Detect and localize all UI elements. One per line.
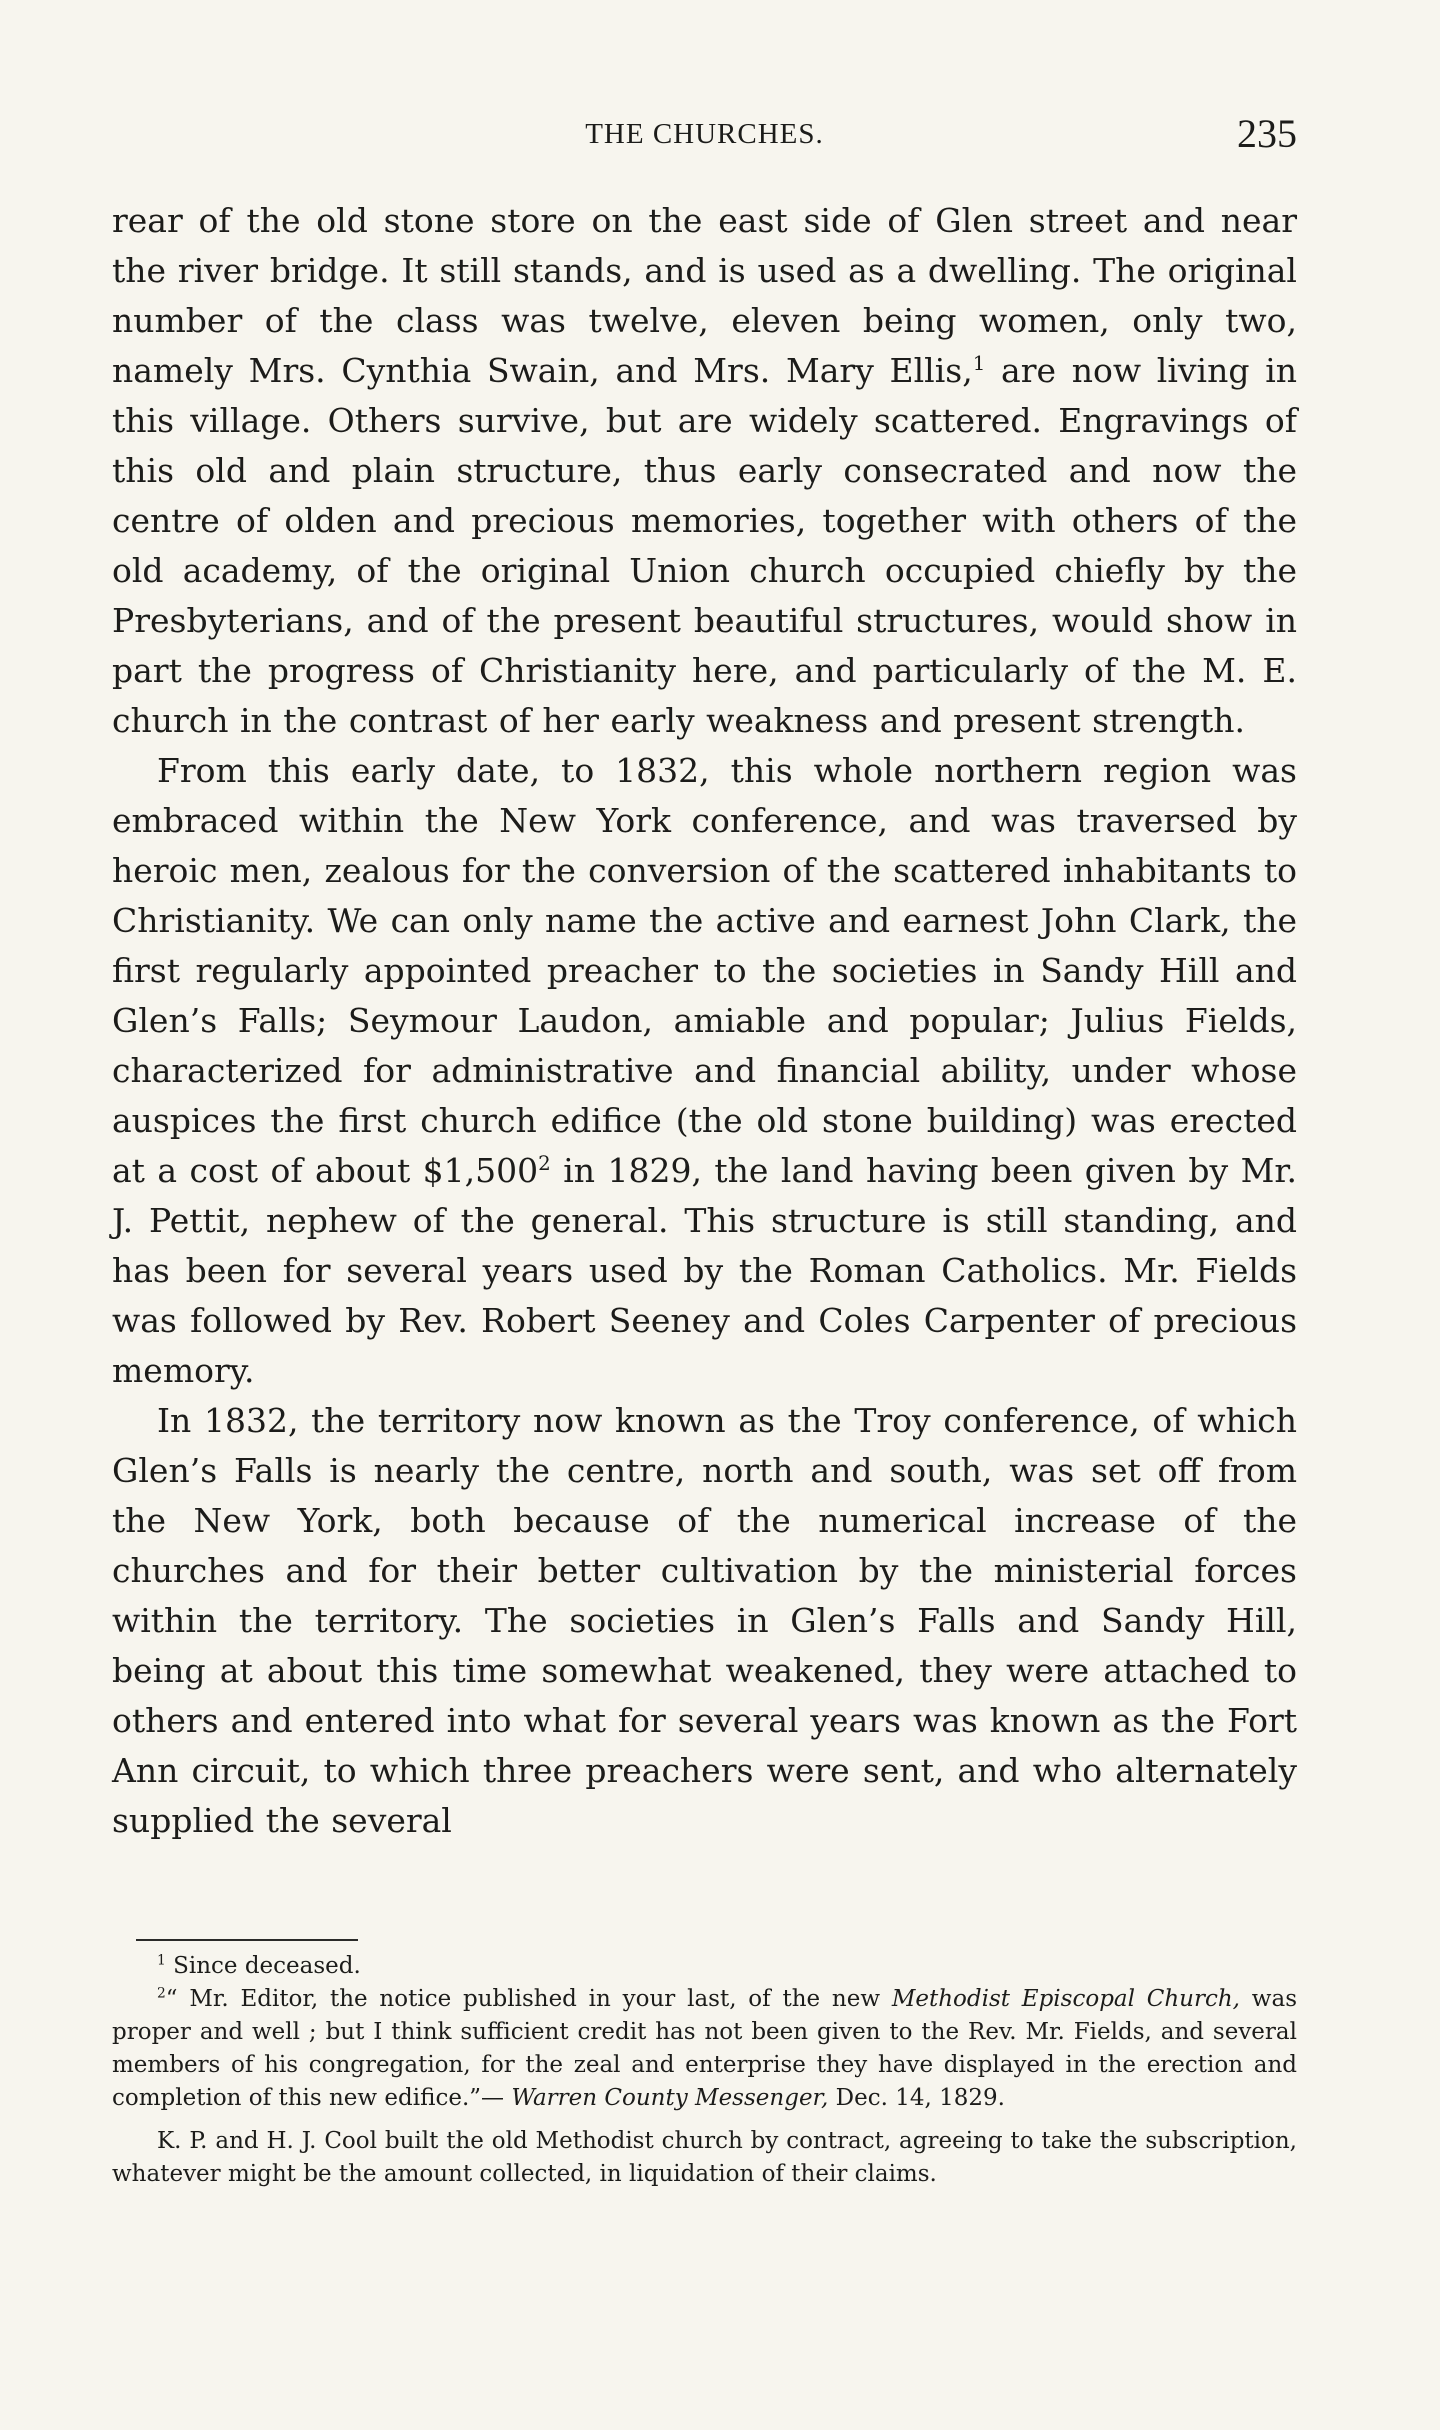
body-text bbox=[112, 196, 1297, 1846]
footnote-2-text-b: was proper and well ; but I think sufficient credit has not been given to the Rev. Mr. Fields, and several members of his congregation, for the zeal and enterprise they have displayed in the erection and completion of this new edifice.”— bbox=[112, 1986, 1297, 2111]
page-number: 235 bbox=[1237, 111, 1297, 156]
footnote-2-text-a: “ Mr. Editor, the notice published in your last, of the new bbox=[165, 1986, 892, 2012]
paragraph-2-continued: in 1829, the land having been given by Mr. J. Pettit, nephew of the general. This structure is still standing, and has been for several years used by the Roman Catholics. Mr. Fields was followed by Rev. Robert Seeney and Coles Carpenter of precious memory. bbox=[112, 1151, 1297, 1390]
footnote-rule bbox=[136, 1939, 358, 1941]
running-title: THE CHURCHES. bbox=[585, 118, 824, 150]
running-head bbox=[112, 110, 1297, 158]
paragraph-2 bbox=[112, 746, 1297, 1396]
paragraph-3: In 1832, the territory now known as the Troy conference, of which Glen’s Falls is nearly the centre, north and south, was set off from the New York, both because of the numerical increase of the churches and for their better cultivation by the ministerial forces within the territory. The societies in Glen’s Falls and Sandy Hill, being at about this time somewhat weakened, they were attached to others and entered into what for several years was known as the Fort Ann circuit, to which three preachers were sent, and who alternately supplied the several bbox=[112, 1401, 1297, 1840]
footnote-1-text: Since deceased. bbox=[165, 1953, 361, 1979]
footnote-1-mark: 1 bbox=[157, 1952, 166, 1969]
footnote-ref-1: 1 bbox=[972, 352, 986, 375]
paragraph-1 bbox=[112, 196, 1297, 746]
footnote-2-italic-b: Warren County Messenger, bbox=[511, 2085, 829, 2111]
footnote-2-italic-a: Methodist Episcopal Church, bbox=[891, 1986, 1240, 2012]
paragraph-1-continued: are now living in this village. Others survive, but are widely scattered. Engravings of this old and plain structure, thus early consecrated and now the centre of olden and precious memories, together with others of the old academy, of the original Union church occupied chiefly by the Presbyterians, and of the present beautiful structures, would show in part the progress of Christianity here, and particularly of the M. E. church in the contrast of her early weakness and present strength. bbox=[112, 351, 1298, 740]
footnote-2 bbox=[112, 1983, 1297, 2115]
footnote-1 bbox=[112, 1950, 1297, 1983]
paragraph-1-text: rear of the old stone store on the east side of Glen street and near the river bridge. It still stands, and is used as a dwelling. The original number of the class was twelve, eleven being women, only two, namely Mrs. Cynthia Swain, and Mrs. Mary Ellis, bbox=[112, 201, 1297, 390]
paragraph-2-text: From this early date, to 1832, this whole northern region was embraced within the New York conference, and was traversed by heroic men, zealous for the conversion of the scattered inhabitants to Christianity. We can only name the active and earnest John Clark, the first regularly appointed preacher to the societies in Sandy Hill and Glen’s Falls; Seymour Laudon, amiable and popular; Julius Fields, characterized for administrative and financial ability, under whose auspices the first church edifice (the old stone building) was erected at a cost of about $1,500 bbox=[112, 751, 1297, 1190]
footnote-2-text-c: Dec. 14, 1829. bbox=[828, 2085, 1005, 2111]
footnote-2-mark: 2 bbox=[157, 1985, 166, 2002]
footnote-3: K. P. and H. J. Cool built the old Methodist church by contract, agreeing to take the subscription, whatever might be the amount collected, in liquidation of their claims. bbox=[112, 2128, 1297, 2187]
footnotes bbox=[112, 1950, 1297, 2191]
footnote-ref-2: 2 bbox=[538, 1152, 551, 1175]
